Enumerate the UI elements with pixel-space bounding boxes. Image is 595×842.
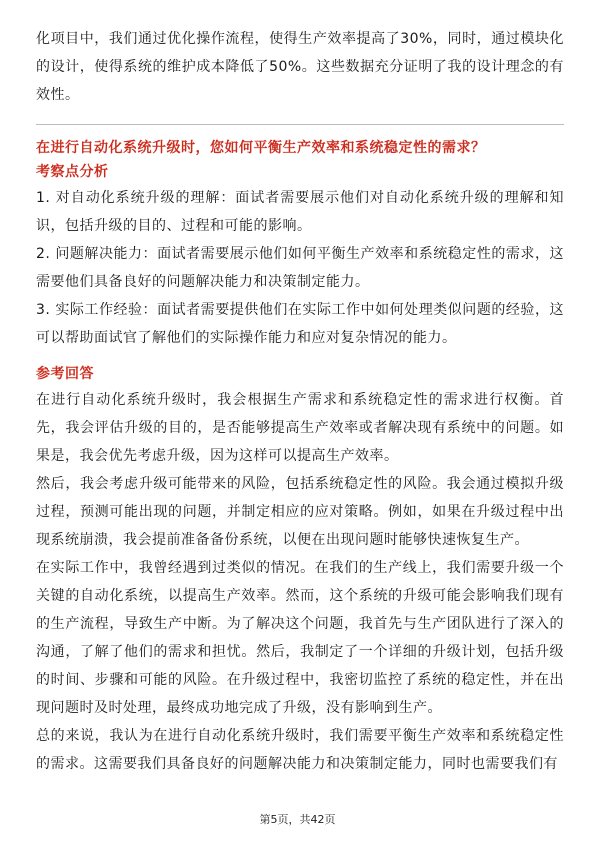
answer-paragraph: 总的来说，我认为在进行自动化系统升级时，我们需要平衡生产效率和系统稳定性的需求。这需要我们具备良好的问题解决能力和决策制定能力，同时也需要我们有 (36, 728, 564, 772)
analysis-point: 1. 对自动化系统升级的理解：面试者需要展示他们对自动化系统升级的理解和知识，包括升级的目的、过程和可能的影响。 (36, 190, 564, 234)
analysis-point: 3. 实际工作经验：面试者需要提供他们在实际工作中如何处理类似问题的经验，这可以帮助面试官了解他们的实际操作能力和应对复杂情况的能力。 (36, 302, 564, 346)
answer-paragraph: 然后，我会考虑升级可能带来的风险，包括系统稳定性的风险。我会通过模拟升级过程，预测可能出现的问题，并制定相应的应对策略。例如，如果在升级过程中出现系统崩溃，我会提前准备备份系统，以便在出现问题时能够快速恢复生产。 (36, 476, 564, 548)
intro-paragraph: 化项目中，我们通过优化操作流程，使得生产效率提高了30%，同时，通过模块化的设计，使得系统的维护成本降低了50%。这些数据充分证明了我的设计理念的有效性。 (36, 31, 564, 103)
analysis-heading: 考察点分析 (36, 164, 109, 180)
answer-paragraph: 在进行自动化系统升级时，我会根据生产需求和系统稳定性的需求进行权衡。首先，我会评估升级的目的，是否能够提高生产效率或者解决现有系统中的问题。如果是，我会优先考虑升级，因为这样可以提高生产效率。 (36, 392, 564, 464)
interview-question: 在进行自动化系统升级时，您如何平衡生产效率和系统稳定性的需求？ (36, 140, 486, 156)
page-number-footer: 第5页，共42页 (259, 813, 336, 826)
section-divider (36, 124, 564, 125)
analysis-point: 2. 问题解决能力：面试者需要展示他们如何平衡生产效率和系统稳定性的需求，这需要他们具备良好的问题解决能力和决策制定能力。 (36, 246, 564, 290)
document-page (36, 0, 564, 778)
answer-heading: 参考回答 (36, 366, 94, 382)
answer-paragraph: 在实际工作中，我曾经遇到过类似的情况。在我们的生产线上，我们需要升级一个关键的自动化系统，以提高生产效率。然而，这个系统的升级可能会影响我们现有的生产流程，导致生产中断。为了解决这个问题，我首先与生产团队进行了深入的沟通，了解了他们的需求和担忧。然后，我制定了一个详细的升级计划，包括升级的时间、步骤和可能的风险。在升级过程中，我密切监控了系统的稳定性，并在出现问题时及时处理，最终成功地完成了升级，没有影响到生产。 (36, 560, 564, 716)
